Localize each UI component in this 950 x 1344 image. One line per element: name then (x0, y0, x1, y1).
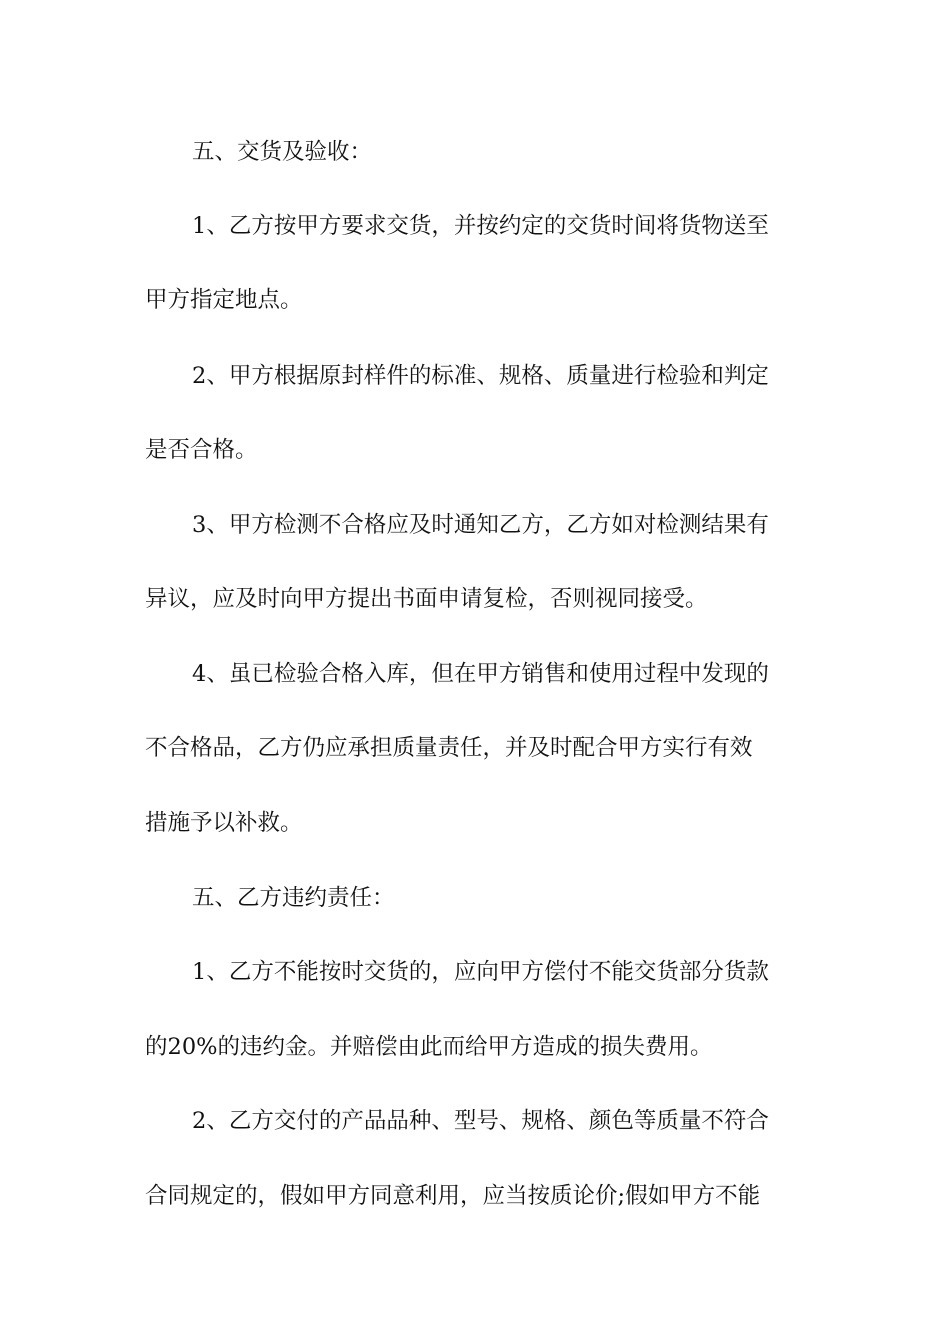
paragraph-line: 1、乙方按甲方要求交货，并按约定的交货时间将货物送至 (192, 213, 769, 239)
paragraph-line: 措施予以补救。 (145, 810, 303, 836)
paragraph-line: 不合格品，乙方仍应承担质量责任，并及时配合甲方实行有效 (145, 735, 753, 761)
paragraph-line: 2、甲方根据原封样件的标准、规格、质量进行检验和判定 (192, 363, 769, 389)
paragraph-line: 1、乙方不能按时交货的，应向甲方偿付不能交货部分货款 (192, 959, 769, 985)
paragraph-line: 异议，应及时向甲方提出书面申请复检，否则视同接受。 (145, 586, 708, 612)
paragraph-line: 合同规定的，假如甲方同意利用，应当按质论价;假如甲方不能 (145, 1183, 761, 1209)
paragraph-line: 4、虽已检验合格入库，但在甲方销售和使用过程中发现的 (192, 661, 769, 687)
paragraph-line: 2、乙方交付的产品品种、型号、规格、颜色等质量不符合 (192, 1108, 769, 1134)
section-heading-delivery: 五、交货及验收： (192, 139, 373, 165)
paragraph-line: 3、甲方检测不合格应及时通知乙方，乙方如对检测结果有 (192, 512, 769, 538)
section-heading-liability: 五、乙方违约责任： (192, 885, 395, 911)
paragraph-line: 的20%的违约金。并赔偿由此而给甲方造成的损失费用。 (145, 1034, 713, 1060)
paragraph-line: 是否合格。 (145, 437, 258, 463)
paragraph-line: 甲方指定地点。 (145, 287, 303, 313)
